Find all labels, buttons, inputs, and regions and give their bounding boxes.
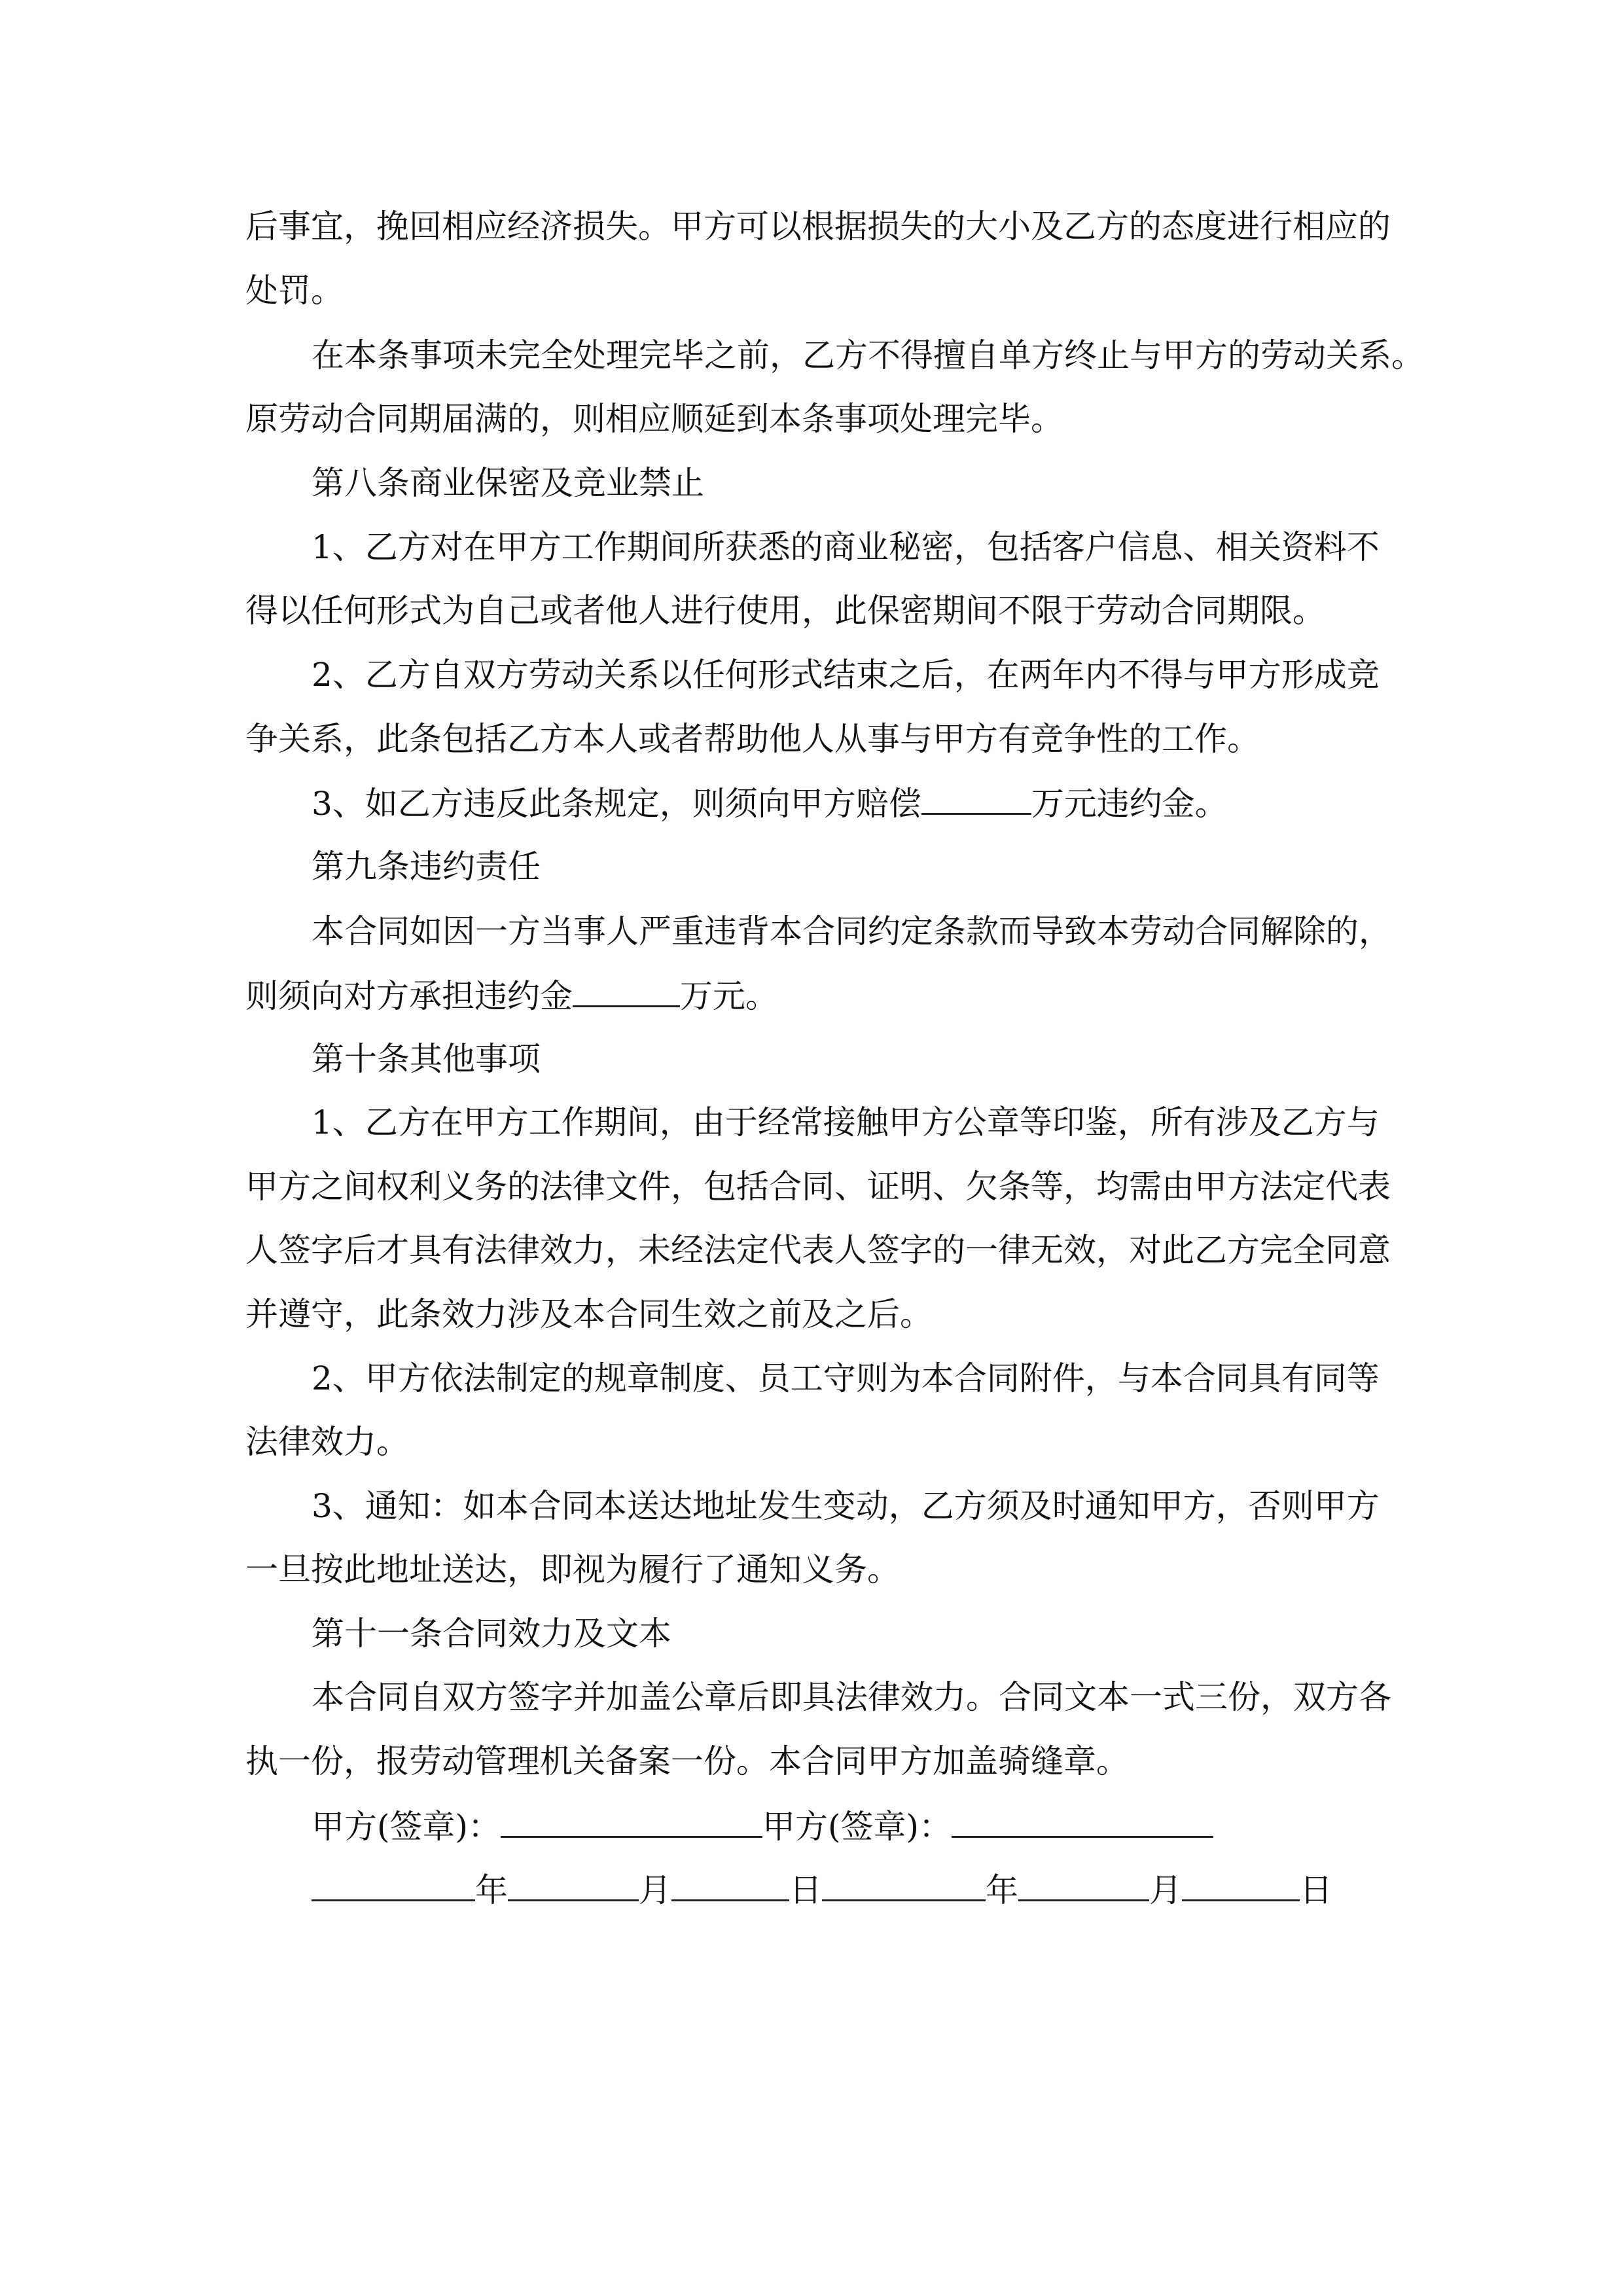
date-line — [312, 1869, 1332, 1910]
section-heading: 第八条商业保密及竞业禁止 — [312, 464, 704, 502]
clause-text: 万元。 — [680, 977, 778, 1015]
party-a-signature-label: 甲方(签章)： — [312, 1808, 501, 1846]
paragraph-line: 人签字后才具有法律效力，未经法定代表人签字的一律无效，对此乙方完全同意 — [245, 1231, 1391, 1269]
section-heading: 第十一条合同效力及文本 — [312, 1615, 671, 1653]
paragraph-line — [312, 783, 1228, 823]
day-blank — [1182, 1869, 1300, 1901]
day-label: 日 — [1300, 1871, 1332, 1909]
month-blank — [1018, 1869, 1149, 1901]
clause-text: 3、如乙方违反此条规定，则须向甲方赔偿 — [312, 785, 921, 823]
day-blank — [671, 1869, 789, 1901]
fill-in-blank — [573, 975, 680, 1007]
paragraph-line: 2、乙方自双方劳动关系以任何形式结束之后，在两年内不得与甲方形成竞 — [312, 656, 1380, 694]
paragraph-line: 甲方之间权利义务的法律文件，包括合同、证明、欠条等，均需由甲方法定代表 — [245, 1168, 1391, 1206]
party-a-signature-blank — [501, 1806, 762, 1838]
year-blank — [312, 1869, 475, 1901]
paragraph-line: 执一份，报劳动管理机关备案一份。本合同甲方加盖骑缝章。 — [245, 1742, 1129, 1780]
year-blank — [822, 1869, 986, 1901]
paragraph-line: 本合同如因一方当事人严重违背本合同约定条款而导致本劳动合同解除的， — [312, 912, 1391, 950]
paragraph-line — [245, 975, 778, 1016]
clause-text: 万元违约金。 — [1031, 785, 1228, 823]
paragraph-line: 1、乙方对在甲方工作期间所获悉的商业秘密，包括客户信息、相关资料不 — [312, 528, 1380, 566]
paragraph-line: 一旦按此地址送达，即视为履行了通知义务。 — [245, 1551, 900, 1588]
section-heading: 第十条其他事项 — [312, 1040, 541, 1078]
clause-text: 则须向对方承担违约金 — [245, 977, 573, 1015]
paragraph-line: 处罚。 — [245, 272, 344, 310]
party-b-signature-blank — [952, 1806, 1213, 1838]
month-blank — [508, 1869, 639, 1901]
month-label: 月 — [639, 1871, 671, 1909]
fill-in-blank — [921, 783, 1031, 815]
day-label: 日 — [789, 1871, 822, 1909]
paragraph-line: 本合同自双方签字并加盖公章后即具法律效力。合同文本一式三份，双方各 — [312, 1678, 1391, 1716]
month-label: 月 — [1149, 1871, 1182, 1909]
paragraph-line: 后事宜，挽回相应经济损失。甲方可以根据损失的大小及乙方的态度进行相应的 — [245, 207, 1391, 245]
year-label: 年 — [986, 1871, 1018, 1909]
paragraph-line: 争关系，此条包括乙方本人或者帮助他人从事与甲方有竞争性的工作。 — [245, 720, 1260, 758]
paragraph-line: 法律效力。 — [245, 1423, 409, 1461]
paragraph-line: 2、甲方依法制定的规章制度、员工守则为本合同附件，与本合同具有同等 — [312, 1359, 1380, 1397]
paragraph-line: 得以任何形式为自己或者他人进行使用，此保密期间不限于劳动合同期限。 — [245, 592, 1325, 630]
paragraph-line: 3、通知：如本合同本送达地址发生变动，乙方须及时通知甲方，否则甲方 — [312, 1487, 1380, 1525]
signature-line — [312, 1806, 1213, 1846]
year-label: 年 — [475, 1871, 508, 1909]
paragraph-line: 1、乙方在甲方工作期间，由于经常接触甲方公章等印鉴，所有涉及乙方与 — [312, 1103, 1380, 1141]
paragraph-line: 并遵守，此条效力涉及本合同生效之前及之后。 — [245, 1295, 933, 1333]
section-heading: 第九条违约责任 — [312, 848, 541, 886]
paragraph-line: 原劳动合同期届满的，则相应顺延到本条事项处理完毕。 — [245, 400, 1063, 438]
paragraph-line: 在本条事项未完全处理完毕之前，乙方不得擅自单方终止与甲方的劳动关系。 — [312, 336, 1424, 374]
party-b-signature-label: 甲方(签章)： — [762, 1808, 952, 1846]
